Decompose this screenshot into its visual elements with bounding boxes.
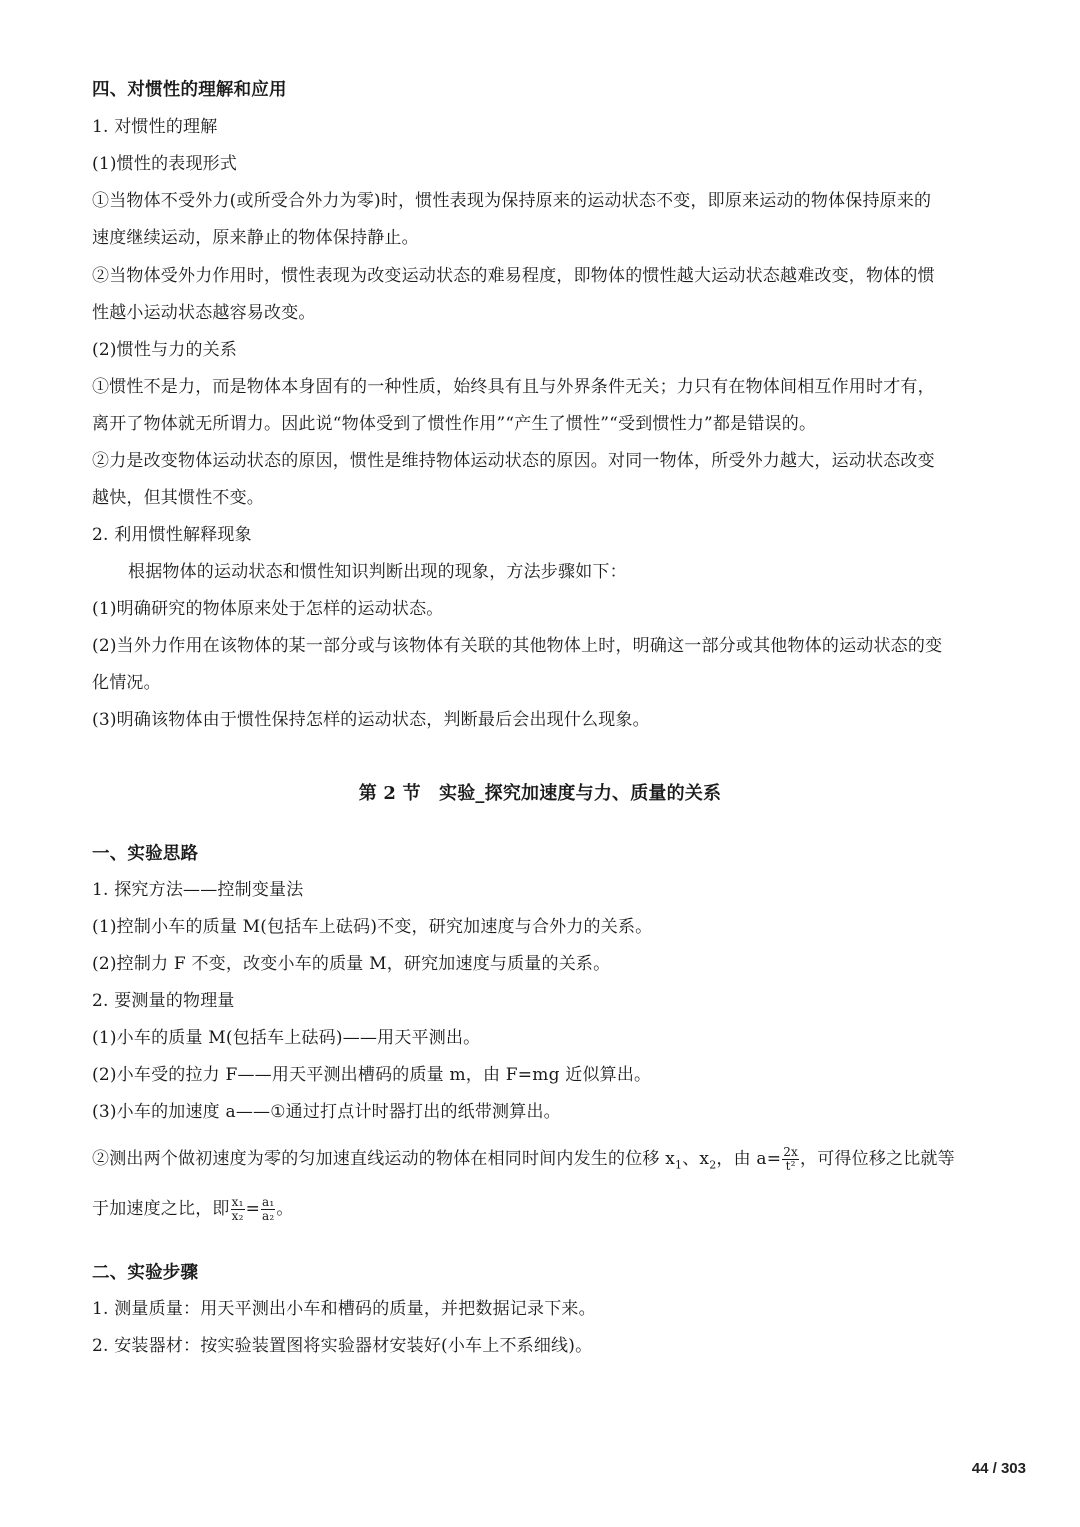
formula-text: 、x [682,1149,710,1169]
formula-text: ，可得位移之比就等 [800,1149,955,1169]
subscript: 1 [675,1158,683,1172]
ratio-end: 。 [276,1199,294,1219]
fraction-denominator: t² [785,1159,796,1173]
item-relation: (2)惯性与力的关系 [92,340,238,360]
ratio-text: 于加速度之比，即 [92,1199,230,1219]
step-item: (2)控制力 F 不变，改变小车的质量 M，研究加速度与质量的关系。 [92,954,611,974]
step-item: (1)明确研究的物体原来处于怎样的运动状态。 [92,599,444,619]
fraction-a-ratio [261,1196,275,1223]
paragraph-line: ①惯性不是力，而是物体本身固有的一种性质，始终具有且与外界条件无关；力只有在物体间相互作用时才有， [92,377,935,397]
step-item: (1)小车的质量 M(包括车上砝码)——用天平测出。 [92,1028,481,1048]
step-item: (3)明确该物体由于惯性保持怎样的运动状态，判断最后会出现什么现象。 [92,710,650,730]
paragraph-line: 离开了物体就无所谓力。因此说“物体受到了惯性作用”“产生了惯性”“受到惯性力”都是错误的。 [92,414,817,434]
step-item: (1)控制小车的质量 M(包括车上砝码)不变，研究加速度与合外力的关系。 [92,917,653,937]
section-heading-inertia: 四、对惯性的理解和应用 [92,80,287,100]
fraction-denominator: a₂ [262,1209,275,1223]
paragraph-line: 越快，但其惯性不变。 [92,488,264,508]
step-item: (3)小车的加速度 a——①通过打点计时器打出的纸带测算出。 [92,1102,561,1122]
paragraph-line: ②力是改变物体运动状态的原因，惯性是维持物体运动状态的原因。对同一物体，所受外力越大，运动状态改变 [92,451,935,471]
step-item: 1. 测量质量：用天平测出小车和槽码的质量，并把数据记录下来。 [92,1299,596,1319]
item-forms: (1)惯性的表现形式 [92,154,238,174]
step-item: (2)小车受的拉力 F——用天平测出槽码的质量 m，由 F=mg 近似算出。 [92,1065,652,1085]
paragraph-line: 速度继续运动，原来静止的物体保持静止。 [92,228,419,248]
step-item: 化情况。 [92,673,161,693]
section-heading-steps: 二、实验步骤 [92,1263,199,1283]
formula-line [92,1146,1037,1177]
subheading-explain: 2. 利用惯性解释现象 [92,525,252,545]
fraction-numerator: a₁ [262,1195,275,1209]
section-title: 第 2 节 实验_探究加速度与力、质量的关系 [358,783,722,804]
subheading-method: 1. 探究方法——控制变量法 [92,880,304,900]
subheading-understanding: 1. 对惯性的理解 [92,117,218,137]
section-heading-approach: 一、实验思路 [92,844,199,864]
subheading-quantities: 2. 要测量的物理量 [92,991,235,1011]
ratio-line [92,1196,1037,1223]
fraction-denominator: x₂ [231,1209,244,1223]
fraction-numerator: x₁ [231,1195,244,1209]
step-item: 2. 安装器材：按实验装置图将实验器材安装好(小车上不系细线)。 [92,1336,593,1356]
fraction-numerator: 2x [783,1145,799,1159]
paragraph-line: ①当物体不受外力(或所受合外力为零)时，惯性表现为保持原来的运动状态不变，即原来运动的物体保持原来的 [92,191,932,211]
ratio-equals: = [245,1199,261,1219]
paragraph-line: ②当物体受外力作用时，惯性表现为改变运动状态的难易程度，即物体的惯性越大运动状态越难改变，物体的惯 [92,266,935,286]
paragraph-line: 根据物体的运动状态和惯性知识判断出现的现象，方法步骤如下： [128,562,627,582]
paragraph-line: 性越小运动状态越容易改变。 [92,303,316,323]
fraction-2x-over-t2 [782,1146,799,1173]
fraction-x-ratio [231,1196,245,1223]
page-number: 44 / 303 [971,1460,1026,1477]
subscript: 2 [709,1158,717,1172]
formula-text: ②测出两个做初速度为零的匀加速直线运动的物体在相同时间内发生的位移 x [92,1149,675,1169]
step-item: (2)当外力作用在该物体的某一部分或与该物体有关联的其他物体上时，明确这一部分或其他物体的运动状态的变 [92,636,943,656]
formula-text: ，由 a= [716,1149,782,1169]
